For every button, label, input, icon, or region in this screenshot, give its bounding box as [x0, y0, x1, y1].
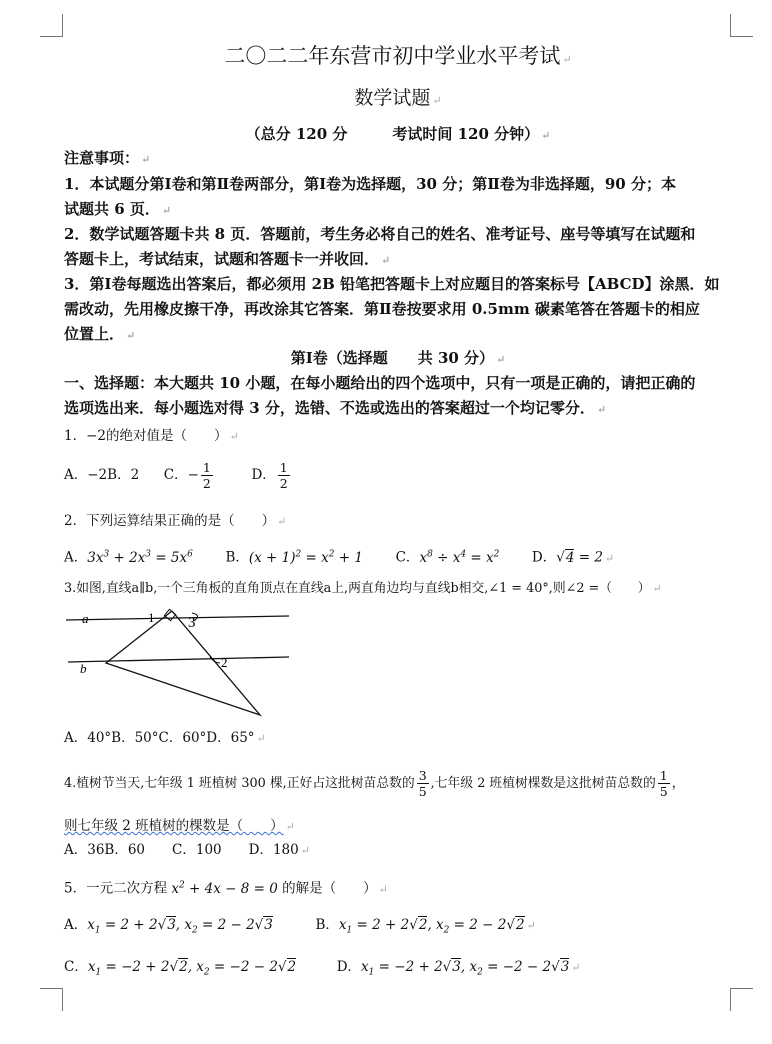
question-3-stem: 3.如图,直线a∥b,一个三角板的直角顶点在直线a上,两直角边均与直线b相交,∠1 = 40°,则∠2 =（ ） ↵: [64, 581, 662, 596]
section-intro-cont: 选项选出来．每小题选对得 3 分，选错、不选或选出的答案超过一个均记零分． ↵: [64, 399, 607, 417]
page-corner-mark: [730, 988, 753, 1011]
page-corner-mark: [40, 14, 63, 37]
label-b: b: [80, 661, 87, 676]
question-2-stem: 2．下列运算结果正确的是（ ） ↵: [64, 513, 287, 529]
question-3-figure: [64, 605, 304, 720]
note-3-cont: 需改动，先用橡皮擦干净，再改涂其它答案．第Ⅱ卷按要求用 0.5mm 碳素笔答在答题卡的相应: [64, 300, 700, 318]
q1-option-c-fraction: $\frac{1}{2}$: [202, 460, 211, 491]
q4-fraction-one-fifth: $\frac{1}{5}$: [659, 768, 668, 799]
q2-option-b-expr: $(x + 1)^2 = x^2 + 1$: [248, 549, 363, 566]
label-a: a: [82, 611, 89, 626]
q5-option-d-expr: $x_1 = -2 + 2√3$, $x_2 = -2 - 2√3$: [361, 959, 570, 978]
question-4-stem: 4.植树节当天,七年级 1 班植树 300 棵,正好占这批树苗总数的 $\frac{3}{5}$ ,七年级 2 班植树棵数是这批树苗总数的 $\frac{1}{5}$ ，: [64, 768, 685, 799]
page-corner-mark: [40, 988, 63, 1011]
q1-option-b: B．2: [107, 467, 140, 483]
notes-heading: 注意事项： ↵: [64, 149, 151, 167]
q2-option-a-expr: $3x^3 + 2x^3 = 5x^6$: [87, 549, 193, 566]
question-3-options: A．40°B．50°C．60°D．65° ↵: [64, 730, 266, 746]
q2-option-d-expr: √4 = 2: [556, 549, 603, 566]
q5-option-a-expr: $x_1 = 2 + 2√3$, $x_2 = 2 - 2√3$: [87, 917, 273, 936]
exam-info: （总分 120 分 考试时间 120 分钟） ↵: [245, 125, 551, 143]
note-3-end: 位置上． ↵: [64, 325, 136, 343]
q1-option-d-label: D．: [251, 467, 276, 483]
q1-option-a: A．−2: [64, 467, 108, 483]
triangle-ruler: [106, 611, 260, 715]
note-2-cont: 答题卡上，考试结束，试题和答题卡一并收回． ↵: [64, 250, 391, 268]
question-1-stem: 1．−2的绝对值是（ ） ↵: [64, 428, 239, 444]
note-2: 2．数学试题答题卡共 8 页．答题前，考生务必将自己的姓名、准考证号、座号等填写在试题和: [64, 225, 696, 243]
note-3: 3．第Ⅰ卷每题选出答案后，都必须用 2B 铅笔把答题卡上对应题目的答案标号【ABCD】涂黑．如: [64, 275, 720, 293]
q2-option-c-expr: $x^8 \div x^4 = x^2$: [419, 549, 500, 566]
question-2-options: A．$3x^3 + 2x^3 = 5x^6$ B．$(x + 1)^2 = x^2 + 1$ C．$x^8 \div x^4 = x^2$ D．√4 = 2 ↵: [64, 549, 615, 566]
exam-subtitle: 数学试题 ↵: [354, 87, 442, 109]
question-5-options-cd: C．$x_1 = -2 + 2√2$, $x_2 = -2 - 2√2$ D．$x_1 = -2 + 2√3$, $x_2 = -2 - 2√3$ ↵: [64, 959, 581, 978]
question-5-options-ab: A．$x_1 = 2 + 2√3$, $x_2 = 2 - 2√3$ B．$x_1 = 2 + 2√2$, $x_2 = 2 - 2√2$ ↵: [64, 917, 536, 936]
page-corner-mark: [730, 14, 753, 37]
question-4-options: A．36B．60 C．100 D．180 ↵: [64, 842, 310, 858]
label-angle-1: 1: [148, 610, 155, 625]
question-5-stem: 5．一元二次方程 $x^2 + 4x - 8 = 0$ 的解是（ ） ↵: [64, 880, 388, 897]
q5-option-b-expr: $x_1 = 2 + 2√2$, $x_2 = 2 - 2√2$: [338, 917, 525, 936]
question-4-stem-cont: 则七年级 2 班植树的棵数是（ ） ↵: [64, 818, 295, 834]
note-1: 1．本试题分第Ⅰ卷和第Ⅱ卷两部分，第Ⅰ卷为选择题，30 分；第Ⅱ卷为非选择题，90 分；本: [64, 175, 676, 193]
exam-title: 二〇二二年东营市初中学业水平考试 ↵: [224, 44, 572, 68]
label-angle-3: 3: [188, 615, 196, 631]
q5-equation: $x^2 + 4x - 8 = 0$: [167, 880, 283, 897]
label-angle-2: 2: [221, 655, 228, 670]
q1-option-d-fraction: $\frac{1}{2}$: [279, 460, 288, 491]
q4-fraction-three-fifths: $\frac{3}{5}$: [418, 768, 427, 799]
q5-option-c-expr: $x_1 = -2 + 2√2$, $x_2 = -2 - 2√2$: [87, 959, 297, 978]
section-intro: 一、选择题：本大题共 10 小题，在每小题给出的四个选项中，只有一项是正确的，请把正确的: [64, 374, 696, 392]
question-1-options: [64, 460, 292, 491]
note-1-cont: 试题共 6 页． ↵: [64, 200, 172, 218]
q1-option-c-label: C．−: [163, 467, 199, 483]
line-b: [68, 657, 289, 662]
section-title: 第Ⅰ卷（选择题 共 30 分） ↵: [290, 349, 506, 367]
